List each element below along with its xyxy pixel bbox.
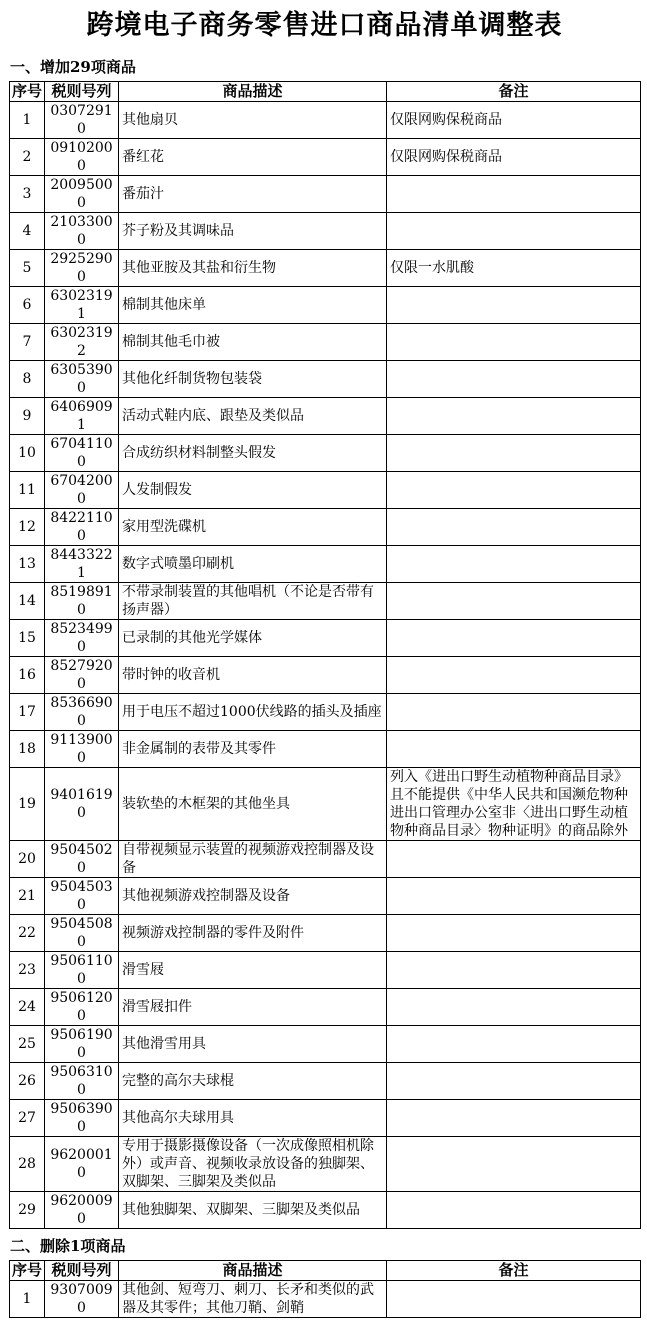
product-description-cell: 番茄汁 xyxy=(119,176,387,213)
tariff-code-cell: 85198910 xyxy=(45,583,119,620)
row-number-cell: 25 xyxy=(10,1026,45,1063)
table-row xyxy=(10,952,641,989)
column-header-code: 税则号列 xyxy=(45,1261,119,1281)
delete-products-table xyxy=(9,1260,641,1318)
row-number-cell: 4 xyxy=(10,213,45,250)
column-header-note: 备注 xyxy=(387,82,641,102)
remark-cell xyxy=(387,583,641,620)
product-description-cell: 其他高尔夫球用具 xyxy=(119,1100,387,1137)
row-number-cell: 10 xyxy=(10,435,45,472)
product-description-cell: 专用于摄影摄像设备（一次成像照相机除外）或声音、视频收录放设备的独脚架、双脚架、三脚架及类似品 xyxy=(119,1137,387,1192)
row-number-cell: 15 xyxy=(10,620,45,657)
column-header-desc: 商品描述 xyxy=(119,82,387,102)
row-number-cell: 20 xyxy=(10,841,45,878)
remark-cell xyxy=(387,287,641,324)
product-description-cell: 完整的高尔夫球棍 xyxy=(119,1063,387,1100)
remark-cell xyxy=(387,324,641,361)
row-number-cell: 23 xyxy=(10,952,45,989)
remark-cell xyxy=(387,878,641,915)
tariff-code-cell: 63023192 xyxy=(45,324,119,361)
remark-cell xyxy=(387,1100,641,1137)
column-header-note: 备注 xyxy=(387,1261,641,1281)
row-number-cell: 7 xyxy=(10,324,45,361)
table-row xyxy=(10,657,641,694)
product-description-cell: 数字式喷墨印刷机 xyxy=(119,546,387,583)
tariff-code-cell: 94016190 xyxy=(45,768,119,841)
table-row xyxy=(10,583,641,620)
product-description-cell: 装软垫的木框架的其他坐具 xyxy=(119,768,387,841)
product-description-cell: 其他亚胺及其盐和衍生物 xyxy=(119,250,387,287)
tariff-code-cell: 67041100 xyxy=(45,435,119,472)
tariff-code-cell: 84221100 xyxy=(45,509,119,546)
table-row xyxy=(10,1281,641,1318)
tariff-code-cell: 96200090 xyxy=(45,1192,119,1229)
row-number-cell: 1 xyxy=(10,1281,45,1318)
remark-cell: 列入《进出口野生动植物种商品目录》且不能提供《中华人民共和国濒危物种进出口管理办公室非〈进出口野生动植物种商品目录〉物种证明》的商品除外 xyxy=(387,768,641,841)
remark-cell xyxy=(387,694,641,731)
remark-cell xyxy=(387,1137,641,1192)
row-number-cell: 21 xyxy=(10,878,45,915)
product-description-cell: 棉制其他毛巾被 xyxy=(119,324,387,361)
remark-cell xyxy=(387,435,641,472)
remark-cell xyxy=(387,398,641,435)
product-description-cell: 合成纺织材料制整头假发 xyxy=(119,435,387,472)
remark-cell xyxy=(387,989,641,1026)
tariff-code-cell: 85279200 xyxy=(45,657,119,694)
product-description-cell: 其他扇贝 xyxy=(119,102,387,139)
tariff-code-cell: 09102000 xyxy=(45,139,119,176)
table-row xyxy=(10,731,641,768)
remark-cell xyxy=(387,657,641,694)
tariff-code-cell: 03072910 xyxy=(45,102,119,139)
remark-cell xyxy=(387,1281,641,1318)
section-heading-add: 一、增加29项商品 xyxy=(10,58,136,77)
remark-cell xyxy=(387,546,641,583)
table-row xyxy=(10,841,641,878)
product-description-cell: 非金属制的表带及其零件 xyxy=(119,731,387,768)
row-number-cell: 3 xyxy=(10,176,45,213)
remark-cell xyxy=(387,213,641,250)
table-row xyxy=(10,620,641,657)
add-products-table xyxy=(9,81,641,1229)
product-description-cell: 视频游戏控制器的零件及附件 xyxy=(119,915,387,952)
remark-cell xyxy=(387,841,641,878)
table-row xyxy=(10,878,641,915)
table-row xyxy=(10,287,641,324)
table-row xyxy=(10,768,641,841)
table-row xyxy=(10,361,641,398)
row-number-cell: 6 xyxy=(10,287,45,324)
tariff-code-cell: 93070090 xyxy=(45,1281,119,1318)
tariff-code-cell: 29252900 xyxy=(45,250,119,287)
table-row xyxy=(10,989,641,1026)
table-row xyxy=(10,1100,641,1137)
row-number-cell: 26 xyxy=(10,1063,45,1100)
remark-cell xyxy=(387,472,641,509)
row-number-cell: 13 xyxy=(10,546,45,583)
remark-cell xyxy=(387,1063,641,1100)
row-number-cell: 2 xyxy=(10,139,45,176)
row-number-cell: 27 xyxy=(10,1100,45,1137)
tariff-code-cell: 95045030 xyxy=(45,878,119,915)
row-number-cell: 14 xyxy=(10,583,45,620)
row-number-cell: 17 xyxy=(10,694,45,731)
page-title: 跨境电子商务零售进口商品清单调整表 xyxy=(86,10,563,41)
table-row xyxy=(10,472,641,509)
table-row xyxy=(10,176,641,213)
tariff-code-cell: 95063900 xyxy=(45,1100,119,1137)
product-description-cell: 棉制其他床单 xyxy=(119,287,387,324)
tariff-code-cell: 95045080 xyxy=(45,915,119,952)
table-row xyxy=(10,139,641,176)
table-row xyxy=(10,694,641,731)
product-description-cell: 其他剑、短弯刀、刺刀、长矛和类似的武器及其零件；其他刀鞘、剑鞘 xyxy=(119,1281,387,1318)
product-description-cell: 滑雪屐 xyxy=(119,952,387,989)
row-number-cell: 8 xyxy=(10,361,45,398)
row-number-cell: 16 xyxy=(10,657,45,694)
product-description-cell: 其他视频游戏控制器及设备 xyxy=(119,878,387,915)
tariff-code-cell: 95063100 xyxy=(45,1063,119,1100)
table-row xyxy=(10,509,641,546)
product-description-cell: 其他化纤制货物包装袋 xyxy=(119,361,387,398)
tariff-code-cell: 95061100 xyxy=(45,952,119,989)
tariff-code-cell: 63023191 xyxy=(45,287,119,324)
product-description-cell: 人发制假发 xyxy=(119,472,387,509)
remark-cell xyxy=(387,509,641,546)
remark-cell xyxy=(387,1026,641,1063)
section-heading-delete: 二、删除1项商品 xyxy=(10,1237,126,1256)
product-description-cell: 用于电压不超过1000伏线路的插头及插座 xyxy=(119,694,387,731)
tariff-code-cell: 84433221 xyxy=(45,546,119,583)
tariff-code-cell: 67042000 xyxy=(45,472,119,509)
remark-cell xyxy=(387,620,641,657)
product-description-cell: 滑雪屐扣件 xyxy=(119,989,387,1026)
product-description-cell: 自带视频显示装置的视频游戏控制器及设备 xyxy=(119,841,387,878)
product-description-cell: 其他独脚架、双脚架、三脚架及类似品 xyxy=(119,1192,387,1229)
tariff-code-cell: 21033000 xyxy=(45,213,119,250)
product-description-cell: 已录制的其他光学媒体 xyxy=(119,620,387,657)
product-description-cell: 带时钟的收音机 xyxy=(119,657,387,694)
column-header-desc: 商品描述 xyxy=(119,1261,387,1281)
product-description-cell: 不带录制装置的其他唱机（不论是否带有扬声器） xyxy=(119,583,387,620)
table-row xyxy=(10,1063,641,1100)
product-description-cell: 家用型洗碟机 xyxy=(119,509,387,546)
tariff-code-cell: 96200010 xyxy=(45,1137,119,1192)
table-row xyxy=(10,102,641,139)
row-number-cell: 28 xyxy=(10,1137,45,1192)
row-number-cell: 5 xyxy=(10,250,45,287)
product-description-cell: 芥子粉及其调味品 xyxy=(119,213,387,250)
column-header-code: 税则号列 xyxy=(45,82,119,102)
remark-cell xyxy=(387,361,641,398)
remark-cell xyxy=(387,915,641,952)
row-number-cell: 24 xyxy=(10,989,45,1026)
table-row xyxy=(10,324,641,361)
product-description-cell: 其他滑雪用具 xyxy=(119,1026,387,1063)
row-number-cell: 9 xyxy=(10,398,45,435)
table-header-row xyxy=(10,82,641,102)
tariff-code-cell: 95061200 xyxy=(45,989,119,1026)
remark-cell: 仅限一水肌酸 xyxy=(387,250,641,287)
remark-cell xyxy=(387,1192,641,1229)
table-row xyxy=(10,213,641,250)
row-number-cell: 18 xyxy=(10,731,45,768)
row-number-cell: 29 xyxy=(10,1192,45,1229)
column-header-no: 序号 xyxy=(10,1261,45,1281)
table-row xyxy=(10,1192,641,1229)
remark-cell xyxy=(387,731,641,768)
column-header-no: 序号 xyxy=(10,82,45,102)
table-header-row xyxy=(10,1261,641,1281)
table-row xyxy=(10,398,641,435)
tariff-code-cell: 20095000 xyxy=(45,176,119,213)
table-row xyxy=(10,250,641,287)
tariff-code-cell: 85234990 xyxy=(45,620,119,657)
table-row xyxy=(10,915,641,952)
remark-cell xyxy=(387,176,641,213)
tariff-code-cell: 63053900 xyxy=(45,361,119,398)
row-number-cell: 19 xyxy=(10,768,45,841)
table-row xyxy=(10,546,641,583)
tariff-code-cell: 64069091 xyxy=(45,398,119,435)
row-number-cell: 22 xyxy=(10,915,45,952)
remark-cell xyxy=(387,952,641,989)
remark-cell: 仅限网购保税商品 xyxy=(387,102,641,139)
tariff-code-cell: 95045020 xyxy=(45,841,119,878)
product-description-cell: 活动式鞋内底、跟垫及类似品 xyxy=(119,398,387,435)
product-description-cell: 番红花 xyxy=(119,139,387,176)
row-number-cell: 1 xyxy=(10,102,45,139)
tariff-code-cell: 91139000 xyxy=(45,731,119,768)
table-row xyxy=(10,1137,641,1192)
row-number-cell: 11 xyxy=(10,472,45,509)
tariff-code-cell: 85366900 xyxy=(45,694,119,731)
table-row xyxy=(10,1026,641,1063)
table-row xyxy=(10,435,641,472)
row-number-cell: 12 xyxy=(10,509,45,546)
remark-cell: 仅限网购保税商品 xyxy=(387,139,641,176)
tariff-code-cell: 95061900 xyxy=(45,1026,119,1063)
